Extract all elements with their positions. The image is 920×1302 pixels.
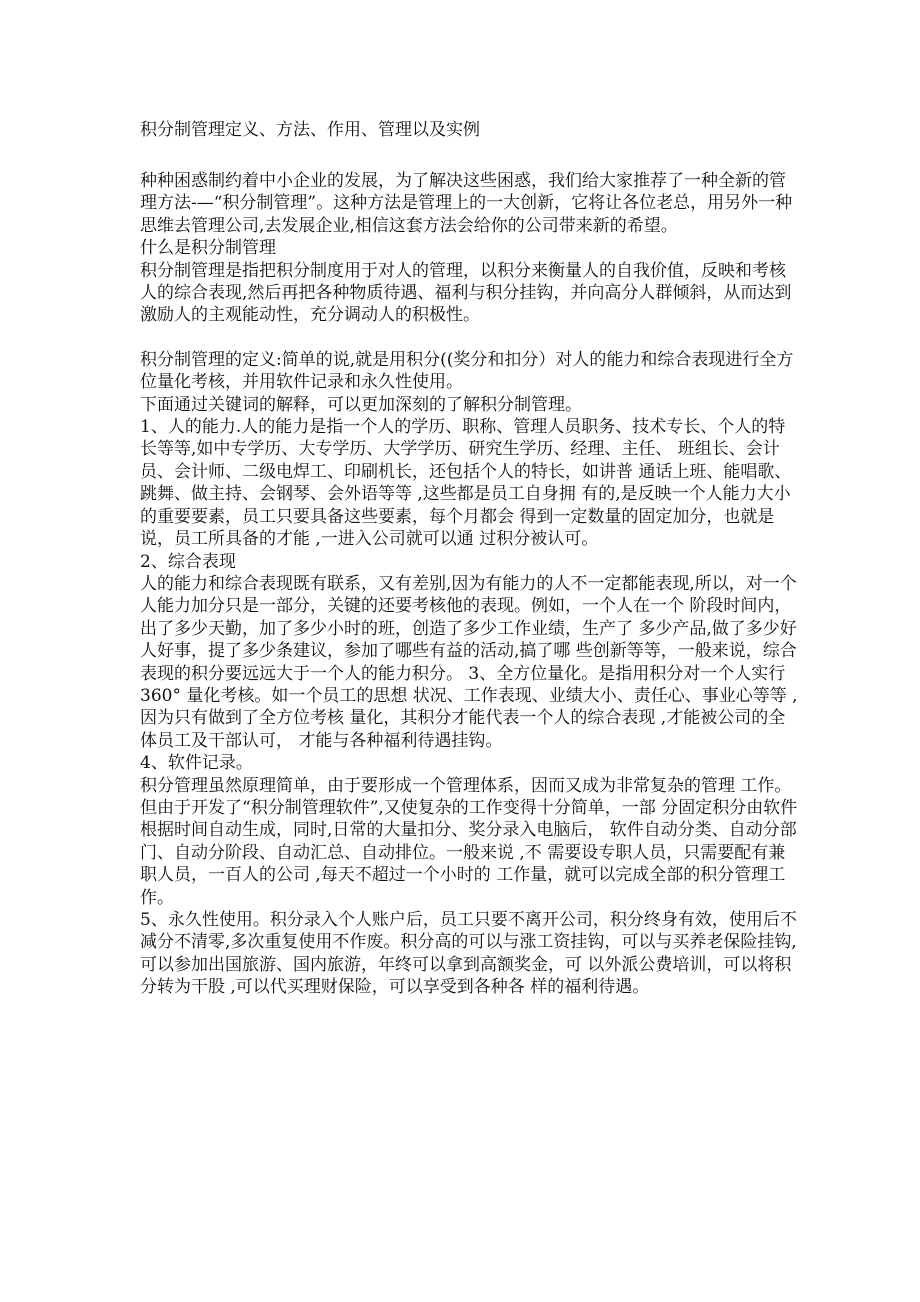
keyword-1-paragraph: 1、人的能力.人的能力是指一个人的学历、职称、管理人员职务、技术专长、个人的特长等等,如中专学历、大专学历、大学学历、研究生学历、经理、主任、 班组长、会计员、会计师、二级电焊工、印刷机长，还包括个人的特长，如讲普 通话上班、能唱歌、跳舞、做主持、会钢琴、会外语等等 ,这些都是员工自身拥 有的,是反映一个人能力大小的重要要素，员工只要具备这些要素，每个月都会 得到一定数量的固定加分，也就是说，员工所具备的才能 ,一进入公司就可以通 过积分被认可。: [140, 417, 792, 550]
keyword-intro-paragraph: 下面通过关键词的解释，可以更加深刻的了解积分制管理。: [140, 394, 582, 415]
intro-paragraph: 种种困惑制约着中小企业的发展，为了解决这些困惑，我们给大家推荐了一种全新的管理方法-—“积分制管理”。这种方法是管理上的一大创新，它将让各位老总，用另外一种思维去管理公司,去发展企业,相信这套方法会给你的公司带来新的希望。: [140, 171, 793, 236]
keyword-5-paragraph: 5、永久性使用。积分录入个人账户后，员工只要不离开公司，积分终身有效，使用后不减分不清零,多次重复使用不作废。积分高的可以与涨工资挂钩，可以与买养老保险挂钩,可以参加出国旅游、国内旅游，年终可以拿到高额奖金，可 以外派公费培训，可以将积分转为干股 ,可以代买理财保险，可以享受到各种各 样的福利待遇。: [140, 910, 797, 998]
keyword-2-3-paragraph: 人的能力和综合表现既有联系，又有差别,因为有能力的人不一定都能表现,所以，对一个人能力加分只是一部分，关键的还要考核他的表现。例如，一个人在一个 阶段时间内，出了多少天勤，加了多少小时的班，创造了多少工作业绩，生产了 多少产品,做了多少好人好事，提了多少条建议，参加了哪些有益的活动,搞了哪 些创新等等，一般来说，综合表现的积分要远远大于一个人的能力积分。 3、全方位量化。是指用积分对一个人实行 360° 量化考核。如一个员工的思想 状况、工作表现、业绩大小、责任心、事业心等等 ,因为只有做到了全方位考核 量化，其积分才能代表一个人的综合表现 ,才能被公司的全体员工及干部认可， 才能与各种福利待遇挂钩。: [140, 573, 798, 751]
definition-paragraph: 积分制管理的定义:简单的说,就是用积分((奖分和扣分）对人的能力和综合表现进行全方位量化考核，并用软件记录和永久性使用。: [140, 349, 794, 393]
paragraph-gap: [140, 327, 800, 349]
keyword-4-paragraph: 积分管理虽然原理简单，由于要形成一个管理体系，因而又成为非常复杂的管理 工作。但由于开发了“积分制管理软件”,又使复杂的工作变得十分简单，一部 分固定积分由软件根据时间自动生成，同时,日常的大量扣分、奖分录入电脑后， 软件自动分类、自动分部门、自动分阶段、自动汇总、自动排位。一般来说 ,不 需要设专职人员，只需要配有兼职人员，一百人的公司 ,每天不超过一个小时的 工作量，就可以完成全部的积分管理工作。: [140, 775, 798, 908]
section-heading-what-is: 什么是积分制管理: [140, 238, 276, 259]
document-body: [140, 170, 800, 999]
keyword-2-heading: 2、综合表现: [140, 551, 236, 572]
document-title: 积分制管理定义、方法、作用、管理以及实例: [140, 120, 480, 140]
what-is-paragraph: 积分制管理是指把积分制度用于对人的管理，以积分来衡量人的自我价值，反映和考核人的综合表现,然后再把各种物质待遇、福利与积分挂钩，并向高分人群倾斜，从而达到激励人的主观能动性，充分调动人的积极性。: [140, 260, 792, 326]
keyword-4-heading: 4、软件记录。: [140, 753, 253, 774]
